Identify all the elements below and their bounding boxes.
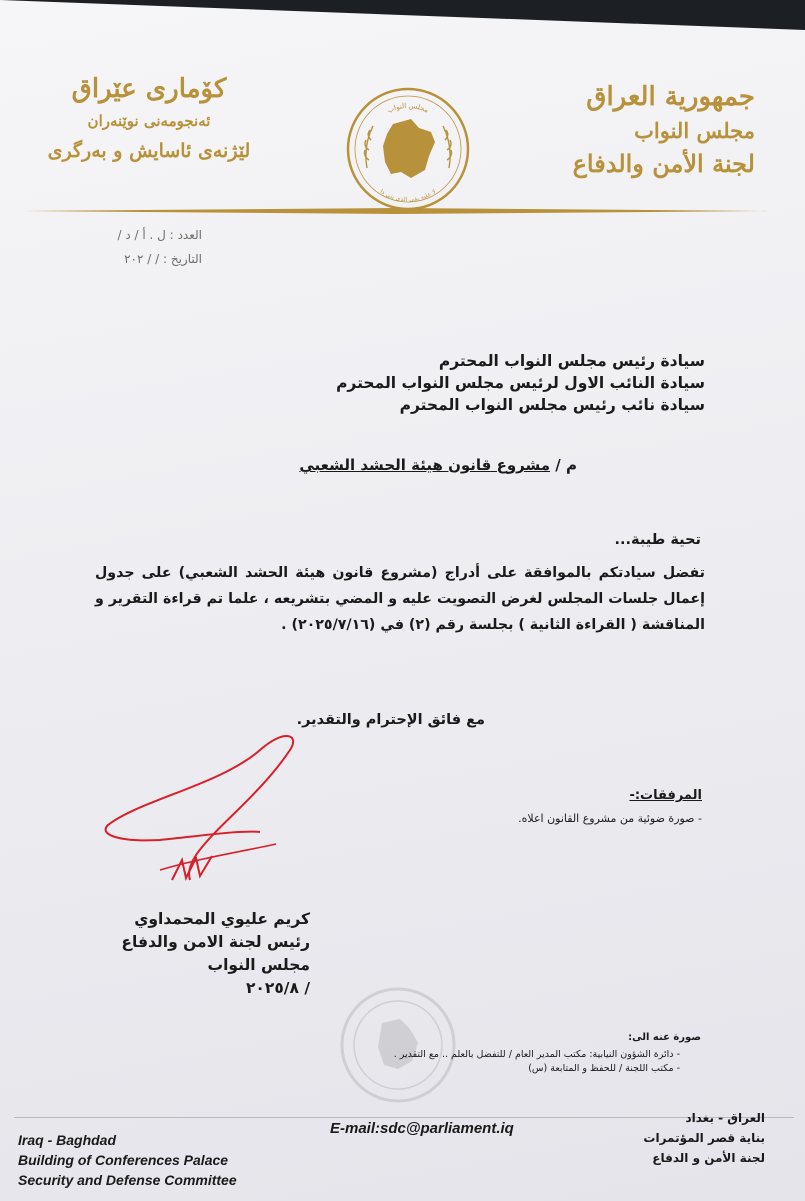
footer-line: Iraq - Baghdad bbox=[18, 1132, 117, 1148]
subject-text: مشروع قانون هيئة الحشد الشعبي bbox=[299, 456, 551, 474]
copy-item: - مكتب اللجنة / للحفظ و المتابعة (س) bbox=[528, 1063, 680, 1074]
attachment-item: - صورة ضوئية من مشروع القانون اعلاه. bbox=[518, 812, 702, 825]
footer-line: العراق - بغداد bbox=[685, 1111, 765, 1125]
recipient-line: سيادة النائب الاول لرئيس مجلس النواب المحترم bbox=[336, 374, 705, 392]
letterhead-committee-ku: لێژنەی ئاسایش و بەرگری bbox=[47, 140, 251, 162]
letterhead-right bbox=[565, 82, 755, 178]
svg-text:مجلس النواب bbox=[386, 102, 430, 115]
footer-email: E-mail:sdc@parliament.iq bbox=[330, 1120, 514, 1137]
seal-caption: مجلس النواب bbox=[386, 101, 430, 115]
footer-line: بناية قصر المؤتمرات bbox=[643, 1131, 765, 1145]
signatory-title: رئيس لجنة الامن والدفاع bbox=[121, 933, 310, 951]
footer-address-en bbox=[18, 1130, 318, 1190]
attachments-title: المرفقات:- bbox=[629, 788, 702, 803]
copies-list bbox=[340, 1048, 680, 1076]
recipients bbox=[265, 350, 705, 416]
handwritten-signature bbox=[100, 730, 310, 890]
greeting: تحية طيبة... bbox=[614, 532, 701, 548]
footer-line: Security and Defense Committee bbox=[18, 1172, 237, 1188]
signatory-date: / ٢٠٢٥/٨ bbox=[245, 979, 310, 997]
reference-number: العدد : ل . أ / د / bbox=[117, 228, 202, 242]
letterhead-left bbox=[44, 74, 254, 162]
seal-motto: لا عليه بقى الذي بنى ذا bbox=[378, 188, 438, 204]
closing-line: مع فائق الإحترام والتقدير. bbox=[296, 712, 485, 728]
body-paragraph: تفضل سيادتكم بالموافقة على أدراج (مشروع قانون هيئة الحشد الشعبي) على جدول إعمال جلسات المجلس لغرض التصويت عليه و المضي بتشريعه ، علما تم قراءة التقرير و المناقشة ( القراءة الثانية ) بجلسة رقم (٢) في (٢٠٢٥/٧/١٦) . bbox=[95, 565, 705, 633]
subject-prefix: م / bbox=[555, 456, 577, 474]
letterhead-parliament: مجلس النواب bbox=[634, 118, 755, 143]
signatory-name: كريم عليوي المحمداوي bbox=[134, 910, 310, 928]
footer-line: Building of Conferences Palace bbox=[18, 1152, 229, 1168]
reference-block bbox=[32, 228, 202, 276]
background-corner bbox=[0, 0, 805, 30]
faded-stamp-icon bbox=[338, 985, 458, 1105]
copies-title: صورة عنه الى: bbox=[628, 1032, 701, 1043]
subject-line bbox=[237, 456, 577, 474]
recipient-line: سيادة رئيس مجلس النواب المحترم bbox=[438, 352, 705, 370]
letterhead-committee: لجنة الأمن والدفاع bbox=[572, 149, 755, 178]
svg-text:لا عليه بقى الذي بنى ذا bbox=[379, 189, 437, 203]
letterhead-country: جمهورية العراق bbox=[586, 82, 755, 112]
parliament-seal-icon bbox=[345, 86, 471, 212]
copy-item: - دائرة الشؤون النيابية: مكتب المدير العام / للتفضل بالعلم .. مع التقدير . bbox=[393, 1049, 680, 1060]
footer-address-ar bbox=[605, 1108, 765, 1168]
signatory-block bbox=[110, 908, 310, 1000]
signatory-org: مجلس النواب bbox=[207, 956, 310, 974]
reference-date: التاريخ : / / ٢٠٢ bbox=[124, 252, 202, 266]
recipient-line: سيادة نائب رئيس مجلس النواب المحترم bbox=[399, 396, 705, 414]
letterhead-country-ku: كۆماری عێراق bbox=[71, 74, 227, 104]
letterhead-divider bbox=[24, 208, 770, 214]
letterhead-parliament-ku: ئەنجومەنی نوێنەران bbox=[87, 112, 211, 130]
footer-line: لجنة الأمن و الدفاع bbox=[652, 1151, 765, 1165]
